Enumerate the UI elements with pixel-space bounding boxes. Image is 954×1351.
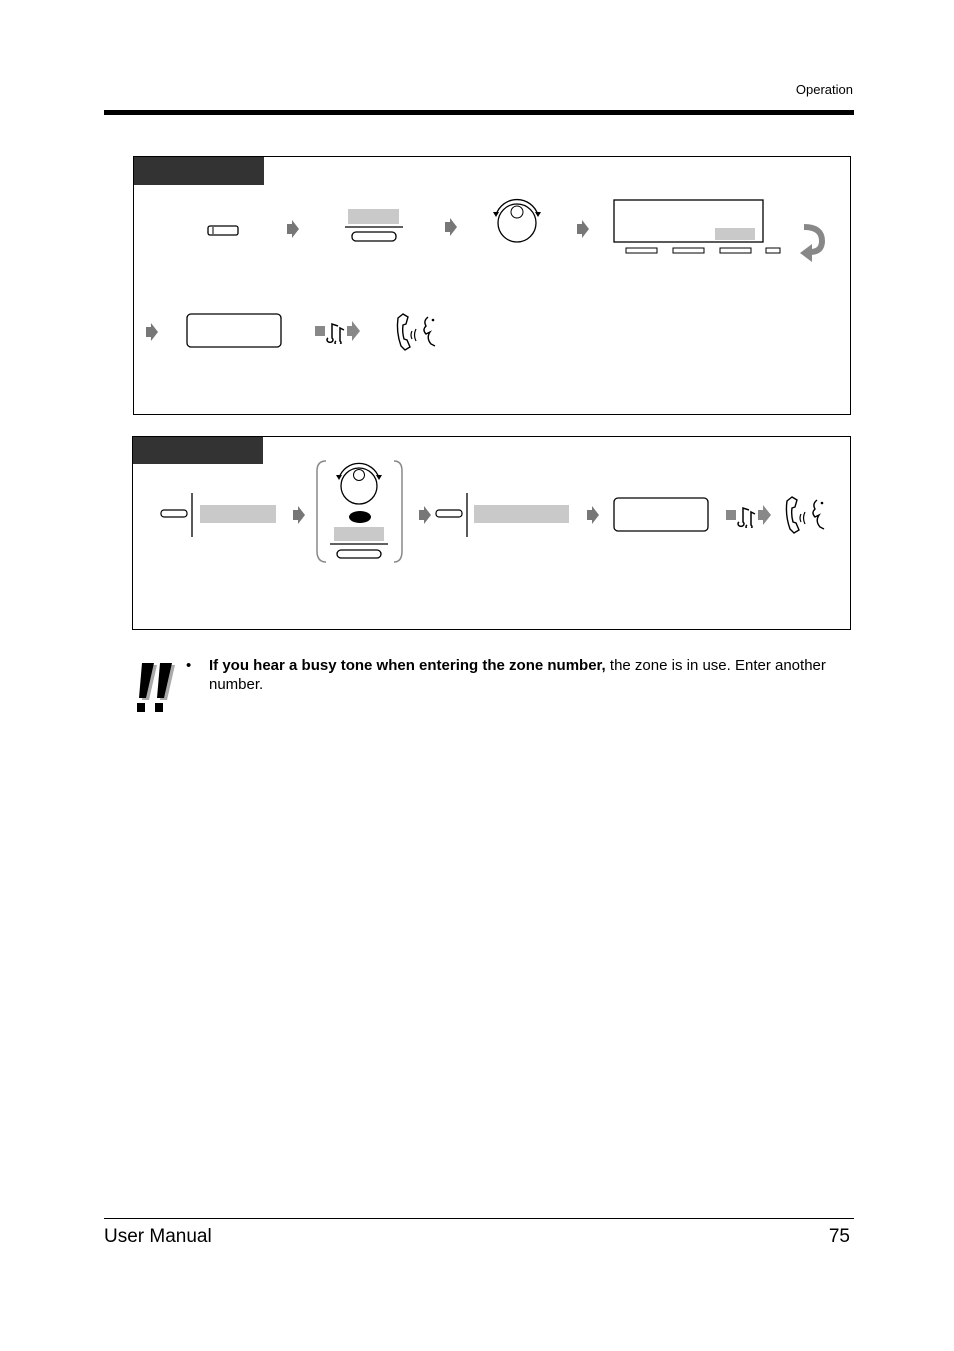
extension-button-icon (435, 490, 575, 540)
page-number: 75 (828, 1226, 850, 1247)
jog-dial-option-group (316, 459, 406, 565)
extension-button-icon (160, 490, 280, 540)
double-exclamation-icon (131, 662, 175, 718)
tone-icon (314, 318, 362, 344)
bullet: • (186, 657, 192, 674)
right-arrow-icon (586, 505, 600, 525)
bottom-rule (104, 1218, 854, 1219)
tone-icon (725, 502, 773, 528)
jog-dial-icon (491, 198, 543, 244)
dial-entry-box (186, 313, 284, 350)
dial-entry-box (613, 497, 711, 534)
flexible-button-icon (207, 225, 239, 237)
note-text (209, 656, 829, 694)
right-arrow-icon (145, 322, 159, 342)
top-rule (104, 110, 854, 115)
right-arrow-icon (286, 219, 300, 239)
handset-talk-icon (784, 495, 830, 535)
panel-2-tab (133, 437, 263, 464)
right-arrow-icon (292, 505, 306, 525)
repeat-arrow-icon (798, 222, 826, 264)
procedure-panel-1 (133, 156, 851, 415)
right-arrow-icon (444, 217, 458, 237)
note-rest-text: the zone is in use. Enter another number. (209, 657, 826, 693)
right-arrow-icon (418, 505, 432, 525)
section-header: Operation (795, 82, 853, 97)
handset-talk-icon (395, 312, 441, 352)
labeled-button-icon (345, 208, 405, 244)
footer-title: User Manual (104, 1226, 212, 1247)
note-bold-text: If you hear a busy tone when entering the zone number, (209, 657, 606, 674)
panel-1-tab (134, 157, 264, 185)
display-screen-icon (613, 199, 783, 257)
right-arrow-icon (576, 219, 590, 239)
